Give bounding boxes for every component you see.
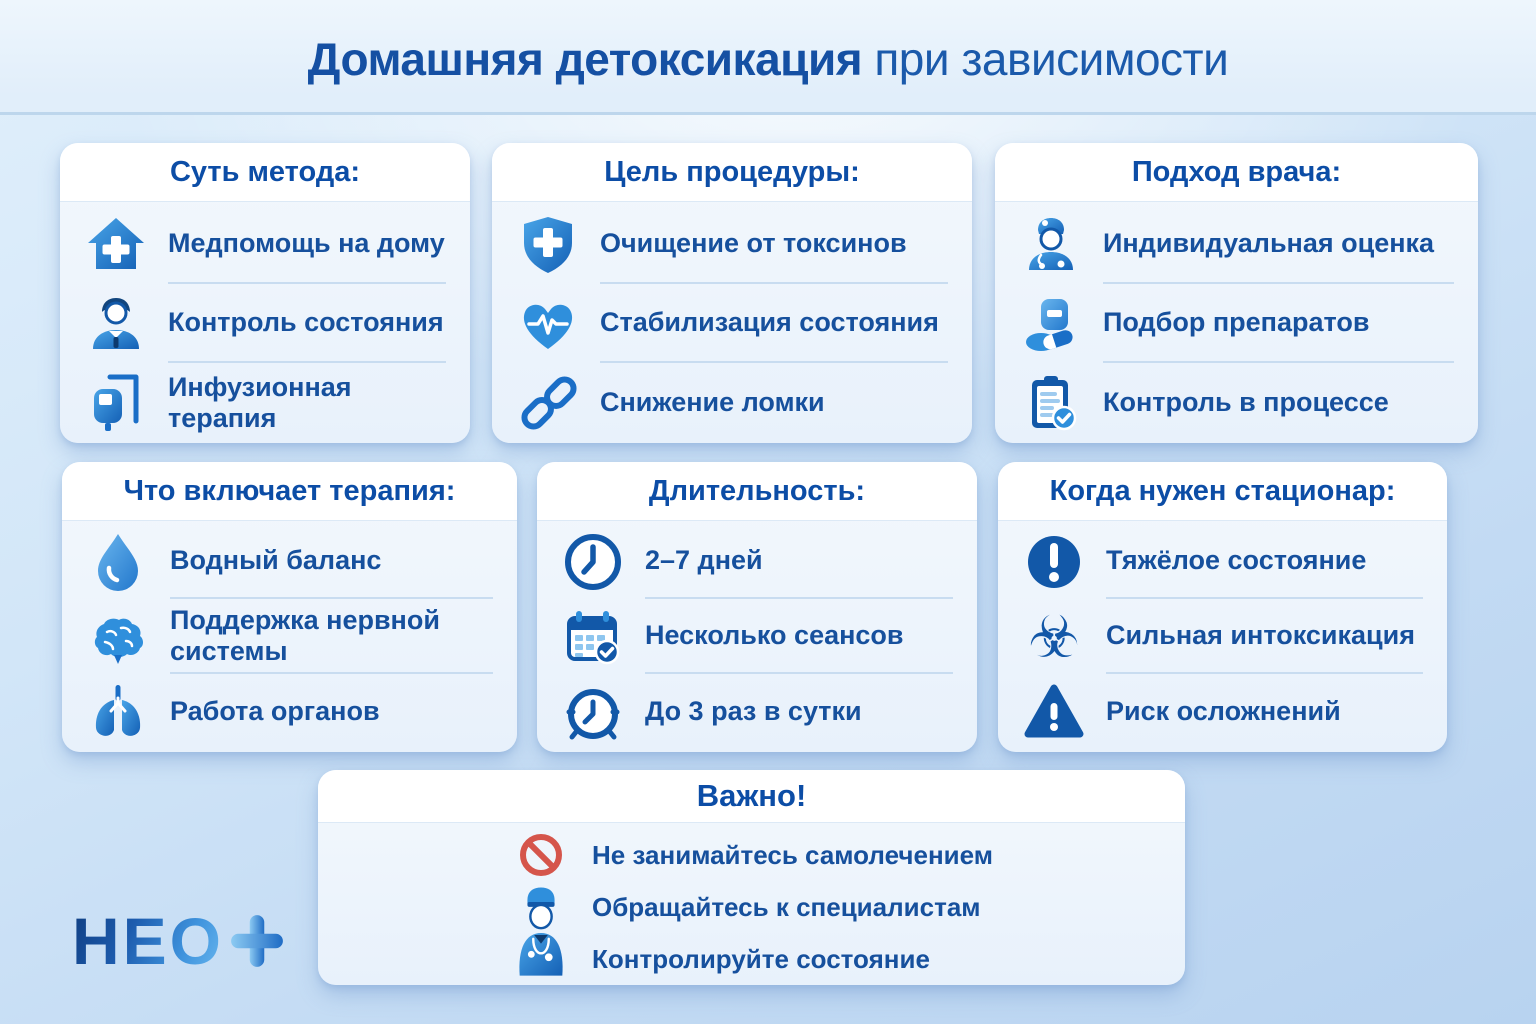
card-heading: Длительность: <box>648 474 866 507</box>
card-important <box>318 770 1185 985</box>
warning-triangle-icon <box>1022 680 1086 744</box>
important-item: Контролируйте состояние <box>592 943 930 974</box>
card-heading: Суть метода: <box>169 155 361 188</box>
alarm-clock-icon <box>561 680 625 744</box>
card-method-essence <box>60 143 470 443</box>
card-procedure-goal <box>492 143 972 443</box>
list-item: ☣ Сильная интоксикация <box>1022 599 1423 674</box>
list-item: Подбор препаратов <box>1019 284 1454 363</box>
page-title <box>308 26 1229 86</box>
page-title-rest: при зависимости <box>862 33 1229 85</box>
lungs-icon <box>86 680 150 744</box>
important-item: Не занимайтесь самолечением <box>592 839 993 870</box>
list-item: Индивидуальная оценка <box>1019 205 1454 284</box>
biohazard-icon: ☣ <box>1028 602 1080 671</box>
list-item: Поддержка нервной системы <box>86 599 493 674</box>
list-item: Инфузионная терапия <box>84 363 446 442</box>
iv-drip-icon <box>84 371 148 435</box>
list-item: Медпомощь на дому <box>84 205 446 284</box>
list-item: 2–7 дней <box>561 524 953 599</box>
list-item: Снижение ломки <box>516 363 948 442</box>
surgeon-icon <box>510 883 572 983</box>
card-heading: Цель процедуры: <box>604 155 860 188</box>
list-item: До 3 раз в сутки <box>561 674 953 749</box>
shield-cross-icon <box>516 213 580 277</box>
clock-icon <box>561 530 625 594</box>
house-medical-icon <box>84 213 148 277</box>
card-heading: Когда нужен стационар: <box>1049 474 1396 507</box>
plus-icon <box>228 912 286 970</box>
prohibition-icon <box>510 831 572 879</box>
water-drop-icon <box>86 530 150 594</box>
list-item: Стабилизация состояния <box>516 284 948 363</box>
list-item: Очищение от токсинов <box>516 205 948 284</box>
medication-icon <box>1019 292 1083 356</box>
header-band <box>0 0 1536 115</box>
list-item: Тяжёлое состояние <box>1022 524 1423 599</box>
card-duration <box>537 462 977 752</box>
clipboard-check-icon <box>1019 371 1083 435</box>
card-heading: Что включает терапия: <box>123 474 456 507</box>
heart-pulse-icon <box>516 292 580 356</box>
exclamation-circle-icon <box>1022 530 1086 594</box>
brain-icon <box>86 605 150 669</box>
card-heading: Подход врача: <box>1131 155 1342 188</box>
important-item: Обращайтесь к специалистам <box>592 891 981 922</box>
brand-logo-text: НЕО <box>72 904 225 978</box>
chain-icon <box>516 371 580 435</box>
calendar-check-icon <box>561 605 625 669</box>
list-item: Риск осложнений <box>1022 674 1423 749</box>
doctor-icon <box>84 292 148 356</box>
card-heading: Важно! <box>696 778 807 813</box>
brand-logo <box>72 903 286 979</box>
list-item: Контроль состояния <box>84 284 446 363</box>
card-therapy-includes <box>62 462 517 752</box>
list-item: Несколько сеансов <box>561 599 953 674</box>
card-hospital-needed <box>998 462 1447 752</box>
card-doctor-approach <box>995 143 1478 443</box>
list-item: Работа органов <box>86 674 493 749</box>
list-item: Контроль в процессе <box>1019 363 1454 442</box>
doctor-cap-icon <box>1019 213 1083 277</box>
page-title-emphasis: Домашняя детоксикация <box>307 33 863 85</box>
list-item: Водный баланс <box>86 524 493 599</box>
